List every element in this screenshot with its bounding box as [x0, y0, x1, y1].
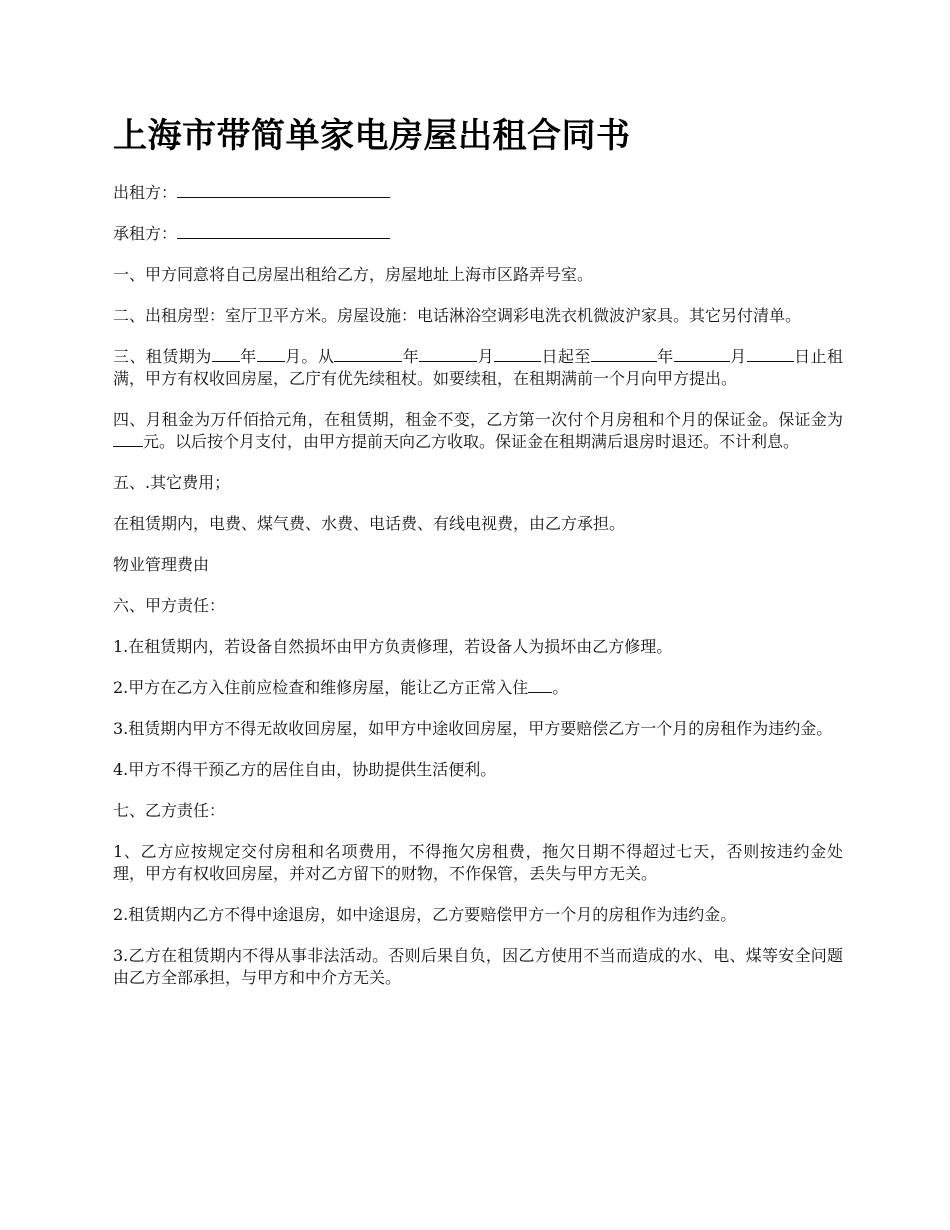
clause-3-text: 月: [729, 347, 747, 366]
blank-end-year: [591, 347, 657, 362]
blank-end-month: [674, 347, 730, 362]
blank-deposit: [113, 432, 143, 447]
lessor-blank: [177, 183, 390, 198]
clause-3-text: 日止租满，甲方有权收回房屋，乙庁有优先续租杖。如要续租，在租期满前一个月向甲方提出。: [113, 347, 843, 388]
blank-lease-months: [257, 347, 285, 362]
clause-3-text: 月: [477, 347, 495, 366]
clause-6-item-2-text: 2.甲方在乙方入住前应检查和维修房屋，能让乙方正常入住: [113, 678, 529, 697]
clause-1: 一、甲方同意将自己房屋出租给乙方，房屋地址上海市区路弄号室。: [113, 265, 594, 284]
clause-6-item-4: 4.甲方不得干预乙方的居住自由，协助提供生活便利。: [113, 760, 497, 779]
clause-3-text: 月。从: [284, 347, 335, 366]
clause-7-item-1: 1、乙方应按规定交付房租和名项费用，不得拖欠房租费，拖欠日期不得超过七天，否则按违约金处理，甲方有权收回房屋，并对乙方留下的财物，不作保管，丢失与甲方无关。: [113, 842, 843, 883]
clause-6-item-3: 3.租赁期内甲方不得无故收回房屋，如甲方中途收回房屋，甲方要赔偿乙方一个月的房租作为违约金。: [113, 719, 833, 738]
clause-3: [113, 346, 843, 390]
clause-6-item-1: 1.在租赁期内，若设备自然损坏由甲方负责修理，若设备人为损坏由乙方修理。: [113, 637, 673, 656]
blank-start-month: [419, 347, 477, 362]
lessor-label: 出租方：: [113, 183, 178, 202]
clause-2: 二、出租房型：室厅卫平方米。房屋设施：电话淋浴空调彩电洗衣机微波沪家具。其它另付清单。: [113, 306, 802, 325]
blank-lease-years: [212, 347, 240, 362]
clause-7-item-3: 3.乙方在租赁期内不得从事非法活动。否则后果自负，因乙方使用不当而造成的水、电、煤等安全问题由乙方全部承担，与甲方和中介方无关。: [113, 946, 843, 987]
clause-3-text: 三、租赁期为: [113, 347, 212, 366]
lessee-label: 承租方：: [113, 224, 178, 243]
clause-5-body: 在租赁期内，电费、煤气费、水费、电话费、有线电视费，由乙方承担。: [113, 514, 626, 533]
clause-4-text: 四、月租金为万仟佰拾元角，在租赁期，租金不变，乙方第一次付个月房租和个月的保证金。保证金为: [113, 410, 843, 429]
contract-document: [113, 112, 843, 1008]
document-title: 上海市带简单家电房屋出租合同书: [113, 116, 631, 156]
clause-4: [113, 409, 843, 453]
clause-3-text: 年: [656, 347, 674, 366]
clause-3-text: 日起至: [541, 347, 591, 366]
clause-6-item-2-text: 。: [552, 678, 569, 697]
blank-start-year: [334, 347, 402, 362]
blank-end-day: [747, 347, 794, 362]
clause-7-item-2: 2.租赁期内乙方不得中途退房，如中途退房，乙方要赔偿甲方一个月的房租作为违约金。: [113, 905, 737, 924]
lessee-blank: [177, 224, 390, 239]
blank-movein: [528, 678, 552, 693]
clause-7-heading: 七、乙方责任：: [113, 801, 226, 820]
clause-3-text: 年: [239, 347, 257, 366]
clause-6-item-2: [113, 677, 843, 699]
clause-6-heading: 六、甲方责任：: [113, 596, 226, 615]
lessee-line: [113, 223, 843, 245]
clause-5-heading: 五、.其它费用；: [113, 473, 231, 492]
lessor-line: [113, 182, 843, 204]
blank-start-day: [494, 347, 541, 362]
property-fee-line: 物业管理费由: [113, 555, 210, 574]
clause-3-text: 年: [402, 347, 420, 366]
clause-4-text: 元。以后按个月支付，由甲方提前天向乙方收取。保证金在租期满后退房时退还。不计利息。: [143, 432, 800, 451]
